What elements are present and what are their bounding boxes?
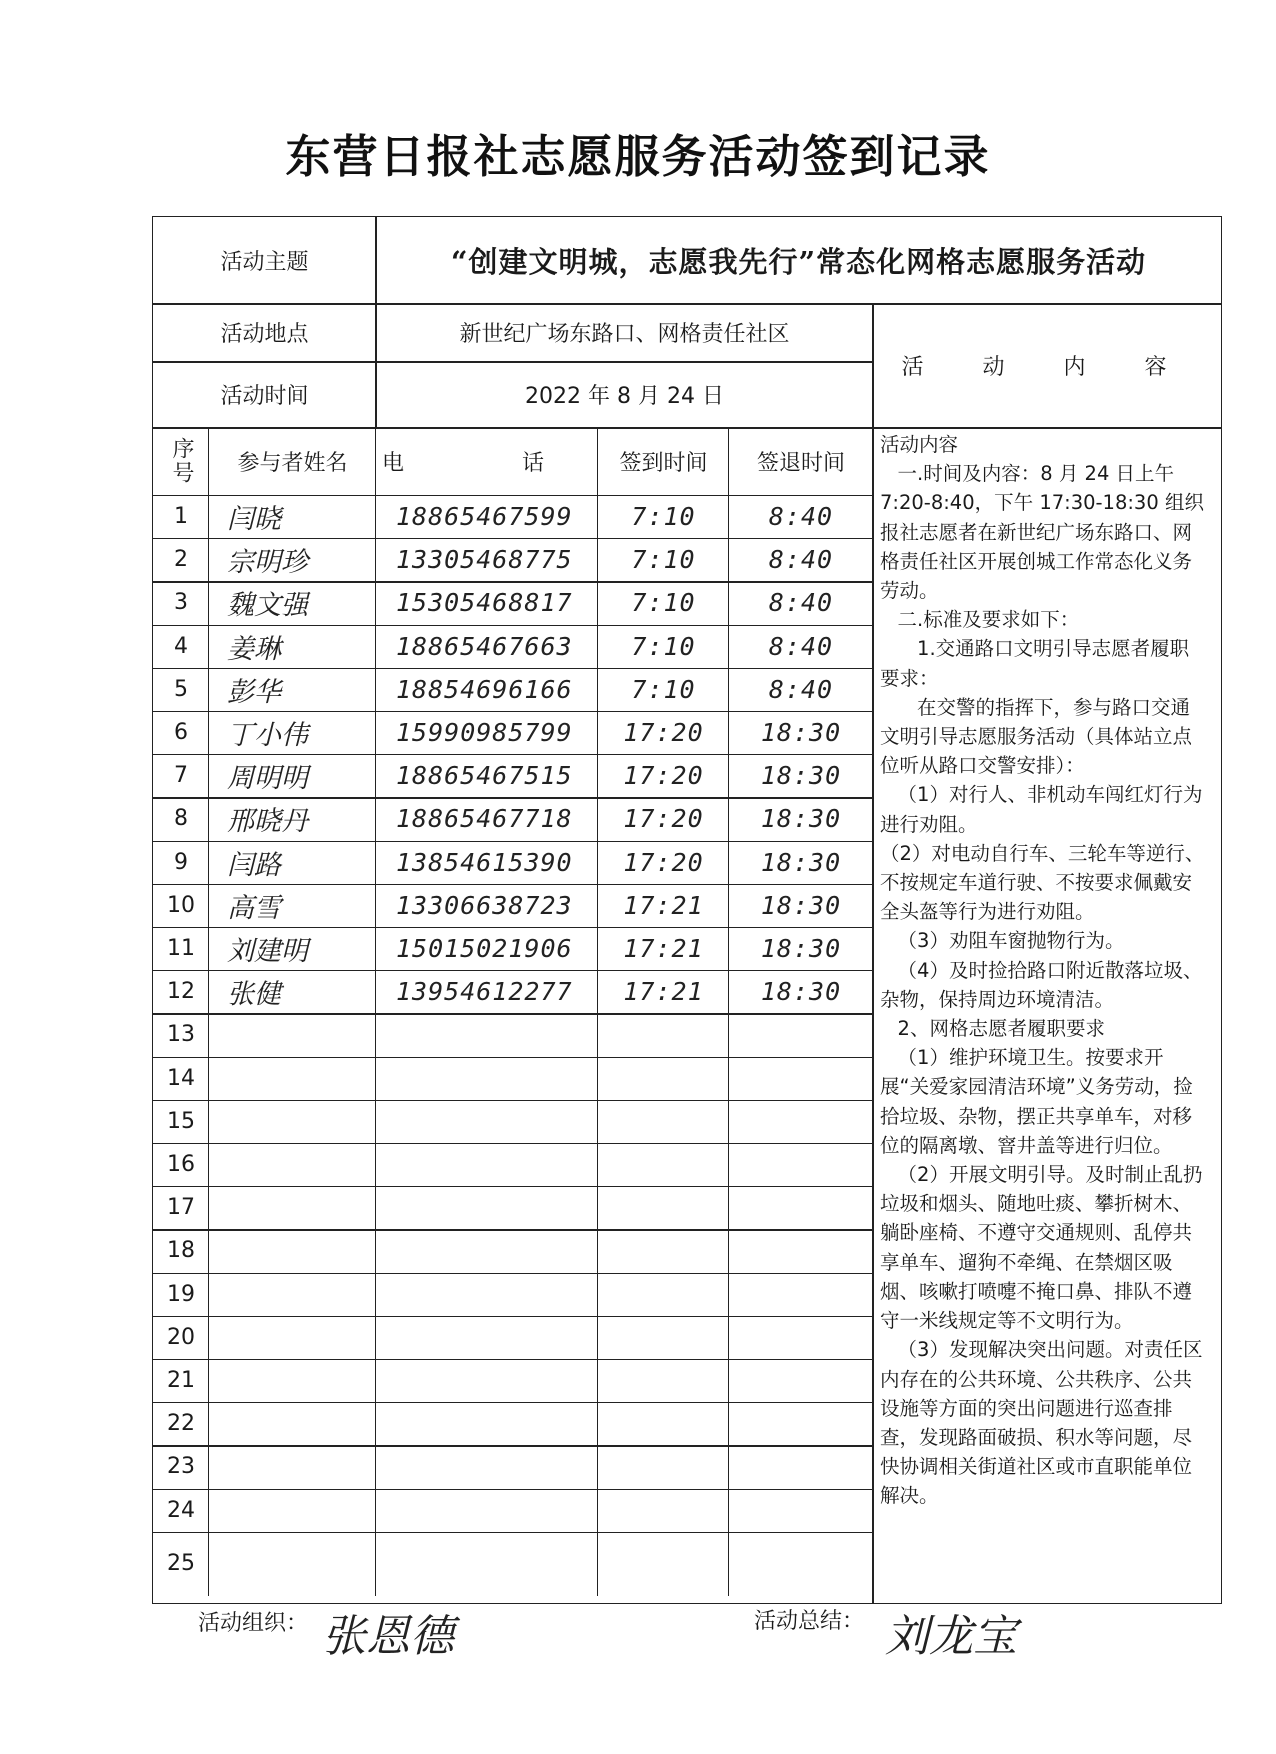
row-number: 15 — [167, 1108, 195, 1134]
column-header-phone: 电 话 — [381, 450, 592, 476]
sign-in-time — [598, 1532, 729, 1596]
row-divider — [153, 754, 873, 755]
participant-name: 闫路 — [227, 849, 281, 881]
sign-out-time: 18:30 — [760, 934, 842, 964]
sign-in-time — [598, 1273, 729, 1316]
location-label: 活动地点 — [220, 321, 309, 347]
row-divider — [153, 581, 873, 582]
organizer-signature: 张恩德 — [322, 1611, 454, 1662]
row-divider — [153, 927, 873, 928]
sign-out-time — [729, 1143, 873, 1186]
row-number: 3 — [174, 590, 188, 616]
phone-number — [376, 1532, 598, 1596]
sign-out-time: 18:30 — [760, 804, 842, 834]
content-paragraph: （1）对行人、非机动车闯红灯行为进行劝阻。 — [880, 783, 1203, 836]
sign-in-time: 17:20 — [623, 804, 704, 834]
sign-in-time — [598, 1489, 729, 1532]
phone-number — [376, 1316, 598, 1359]
phone-number: 18865467599 — [396, 502, 573, 532]
sign-out-time — [729, 1273, 873, 1316]
row-divider — [153, 1489, 873, 1490]
column-header-no — [153, 427, 209, 495]
content-paragraph: （3）劝阻车窗抛物行为。 — [897, 929, 1125, 953]
content-paragraph: 二.标准及要求如下： — [897, 608, 1080, 632]
row-number: 9 — [174, 849, 188, 875]
sign-out-time: 8:40 — [768, 502, 834, 532]
sign-out-time — [729, 1100, 873, 1143]
row-number: 23 — [167, 1454, 195, 1480]
row-number: 21 — [167, 1368, 195, 1394]
participant-name: 宗明珍 — [227, 547, 308, 579]
row-divider — [153, 970, 873, 971]
sign-out-time — [729, 1532, 873, 1596]
row-divider — [153, 668, 873, 669]
sign-in-time — [598, 1229, 729, 1272]
participant-name: 高雪 — [227, 892, 281, 924]
row-divider — [153, 797, 873, 798]
content-paragraph: 一.时间及内容：8 月 24 日上午 7:20-8:40，下午 17:30-18:30 组织报社志愿者在新世纪广场东路口、网格责任社区开展创城工作常态化义务劳动。 — [880, 462, 1204, 603]
sign-in-time: 7:10 — [631, 674, 696, 704]
content-paragraph: 2、网格志愿者履职要求 — [897, 1017, 1105, 1041]
phone-number — [376, 1489, 598, 1532]
sign-in-time — [598, 1057, 729, 1100]
column-header-sign-out: 签退时间 — [756, 450, 845, 476]
column-divider — [375, 427, 376, 1596]
sign-out-time: 8:40 — [768, 674, 834, 704]
divider-row-theme — [153, 303, 1221, 305]
summary-label: 活动总结： — [754, 1609, 865, 1634]
location-value: 新世纪广场东路口、网格责任社区 — [459, 321, 790, 347]
row-divider — [153, 625, 873, 626]
theme-label: 活动主题 — [220, 249, 309, 275]
row-number: 22 — [167, 1411, 195, 1437]
sign-out-time: 8:40 — [768, 588, 834, 618]
sign-in-time — [598, 1186, 729, 1229]
participant-name: 姜琳 — [227, 633, 281, 665]
phone-number: 13854615390 — [396, 847, 573, 877]
row-divider — [153, 841, 873, 842]
sign-in-time — [598, 1316, 729, 1359]
divider-row-location — [153, 361, 873, 363]
row-number: 25 — [167, 1551, 195, 1577]
phone-number — [376, 1013, 598, 1056]
content-paragraph: （1）维护环境卫生。按要求开展“关爱家园清洁环境”义务劳动，捡拾垃圾、杂物，摆正共享单车，对移位的隔离墩、窨井盖等进行归位。 — [880, 1046, 1193, 1157]
participant-name — [209, 1402, 376, 1445]
participant-name: 周明明 — [227, 763, 308, 795]
row-number: 8 — [174, 806, 188, 832]
phone-number: 18865467663 — [396, 631, 573, 661]
sign-out-time: 18:30 — [760, 718, 842, 748]
row-divider — [153, 538, 873, 539]
sign-in-time — [598, 1402, 729, 1445]
sign-in-time: 17:21 — [623, 934, 704, 964]
phone-number: 13305468775 — [396, 545, 573, 575]
organizer-label: 活动组织： — [198, 1611, 309, 1636]
row-number: 18 — [167, 1238, 195, 1264]
row-number: 24 — [167, 1497, 195, 1523]
row-number: 4 — [174, 633, 188, 659]
row-divider — [153, 1359, 873, 1360]
sign-in-time: 7:10 — [631, 545, 696, 575]
phone-number — [376, 1057, 598, 1100]
row-number: 7 — [174, 763, 188, 789]
row-number: 14 — [167, 1065, 195, 1091]
phone-number: 15990985799 — [396, 718, 573, 748]
sign-in-time: 7:10 — [631, 502, 696, 532]
sign-in-time: 7:10 — [631, 588, 696, 618]
participant-name: 张健 — [227, 979, 281, 1011]
sign-in-time — [598, 1100, 729, 1143]
divider-theme-col — [375, 217, 377, 427]
sign-out-time: 8:40 — [768, 631, 834, 661]
participant-name: 丁小伟 — [227, 720, 308, 752]
sign-in-time: 17:21 — [623, 890, 704, 920]
sign-out-time — [729, 1013, 873, 1056]
row-divider — [153, 495, 873, 496]
phone-number — [376, 1143, 598, 1186]
phone-number: 15015021906 — [396, 934, 573, 964]
row-divider — [153, 884, 873, 885]
sign-in-time: 17:21 — [623, 977, 704, 1007]
participant-name: 魏文强 — [227, 590, 308, 622]
participant-name — [209, 1532, 376, 1596]
row-divider — [153, 1013, 873, 1014]
row-number: 20 — [167, 1324, 195, 1350]
activity-content-body — [880, 459, 1206, 1510]
sign-in-time: 7:10 — [631, 631, 696, 661]
summary-signature: 刘龙宝 — [885, 1611, 1017, 1662]
row-number: 16 — [167, 1152, 195, 1178]
document-title: 东营日报社志愿服务活动签到记录 — [285, 130, 991, 183]
activity-content — [872, 426, 1214, 1596]
sign-out-time — [729, 1229, 873, 1272]
phone-number — [376, 1445, 598, 1488]
divider-content-col-top — [872, 303, 874, 427]
participant-name — [209, 1229, 376, 1272]
column-divider — [597, 427, 598, 1596]
column-header-name: 参与者姓名 — [237, 450, 348, 476]
participant-name — [209, 1445, 376, 1488]
row-number: 19 — [167, 1281, 195, 1307]
row-divider — [153, 1316, 873, 1317]
participant-name — [209, 1359, 376, 1402]
sign-out-time: 18:30 — [760, 761, 842, 791]
content-paragraph: （3）发现解决突出问题。对责任区内存在的公共环境、公共秩序、公共设施等方面的突出问题进行巡查排查，发现路面破损、积水等问题，尽快协调相关街道社区或市直职能单位解决。 — [880, 1338, 1203, 1508]
content-paragraph: （2）开展文明引导。及时制止乱扔垃圾和烟头、随地吐痰、攀折树木、躺卧座椅、不遵守交通规则、乱停共享单车、遛狗不牵绳、在禁烟区吸烟、咳嗽打喷嚏不掩口鼻、排队不遵守一米线规定等不文明行为。 — [880, 1163, 1203, 1333]
content-paragraph: （4）及时捡拾路口附近散落垃圾、杂物，保持周边环境清洁。 — [880, 958, 1203, 1011]
phone-number — [376, 1100, 598, 1143]
participant-name — [209, 1316, 376, 1359]
content-paragraph: 在交警的指挥下，参与路口交通文明引导志愿服务活动（具体站立点位听从路口交警安排）： — [880, 695, 1193, 778]
sign-out-time — [729, 1445, 873, 1488]
sign-out-time — [729, 1186, 873, 1229]
phone-number — [376, 1359, 598, 1402]
content-paragraph: （2）对电动自行车、三轮车等逆行、不按规定车道行驶、不按要求佩戴安全头盔等行为进行劝阻。 — [880, 841, 1205, 924]
row-divider — [153, 1229, 873, 1230]
row-number: 11 — [167, 936, 195, 962]
row-divider — [153, 711, 873, 712]
participant-name — [209, 1143, 376, 1186]
row-number: 6 — [174, 720, 188, 746]
sign-in-time — [598, 1359, 729, 1402]
time-value: 2022 年 8 月 24 日 — [525, 383, 724, 409]
participant-name — [209, 1489, 376, 1532]
phone-number: 18865467515 — [396, 761, 573, 791]
participant-name — [209, 1186, 376, 1229]
sign-out-time: 18:30 — [760, 977, 842, 1007]
activity-content-heading: 活动内容 — [880, 433, 959, 456]
row-divider — [153, 1402, 873, 1403]
time-label: 活动时间 — [220, 383, 309, 409]
participant-name: 邢晓丹 — [227, 806, 308, 838]
participant-name — [209, 1013, 376, 1056]
sign-in-time — [598, 1143, 729, 1186]
column-header-sign-in: 签到时间 — [619, 450, 708, 476]
phone-number: 15305468817 — [396, 588, 573, 618]
phone-number: 18854696166 — [396, 674, 573, 704]
participant-name: 刘建明 — [227, 936, 308, 968]
content-paragraph: 1.交通路口文明引导志愿者履职要求： — [880, 637, 1190, 690]
content-label: 活 动 内 容 — [901, 354, 1193, 380]
sign-in-time — [598, 1013, 729, 1056]
row-divider — [153, 1100, 873, 1101]
row-number: 10 — [167, 892, 195, 918]
row-divider — [153, 1532, 873, 1533]
phone-number — [376, 1402, 598, 1445]
participant-name: 闫晓 — [227, 504, 281, 536]
row-number: 2 — [174, 547, 188, 573]
sign-out-time: 18:30 — [760, 890, 842, 920]
sign-out-time: 18:30 — [760, 847, 842, 877]
column-header-no-text: 序号 — [169, 437, 194, 485]
phone-number — [376, 1229, 598, 1272]
sign-out-time — [729, 1316, 873, 1359]
row-divider — [153, 1057, 873, 1058]
row-divider — [153, 1273, 873, 1274]
sign-out-time: 8:40 — [768, 545, 834, 575]
sign-out-time — [729, 1489, 873, 1532]
sign-out-time — [729, 1359, 873, 1402]
theme-value: “创建文明城，志愿我先行”常态化网格志愿服务活动 — [450, 244, 1147, 279]
phone-number: 13954612277 — [396, 977, 573, 1007]
row-number: 17 — [167, 1195, 195, 1221]
row-number: 12 — [167, 979, 195, 1005]
phone-number: 13306638723 — [396, 890, 573, 920]
column-divider — [728, 427, 729, 1596]
participant-name: 彭华 — [227, 676, 281, 708]
phone-number: 18865467718 — [396, 804, 573, 834]
participant-name — [209, 1100, 376, 1143]
sign-in-time: 17:20 — [623, 718, 704, 748]
phone-number — [376, 1186, 598, 1229]
row-divider — [153, 1445, 873, 1446]
row-divider — [153, 1143, 873, 1144]
sign-out-time — [729, 1057, 873, 1100]
participant-name — [209, 1273, 376, 1316]
row-number: 5 — [174, 676, 188, 702]
row-divider — [153, 1186, 873, 1187]
phone-number — [376, 1273, 598, 1316]
sign-in-time — [598, 1445, 729, 1488]
participant-name — [209, 1057, 376, 1100]
row-number: 13 — [167, 1022, 195, 1048]
sign-in-time: 17:20 — [623, 847, 704, 877]
column-divider — [208, 427, 209, 1596]
sign-out-time — [729, 1402, 873, 1445]
sign-in-time: 17:20 — [623, 761, 704, 791]
row-number: 1 — [174, 504, 188, 530]
